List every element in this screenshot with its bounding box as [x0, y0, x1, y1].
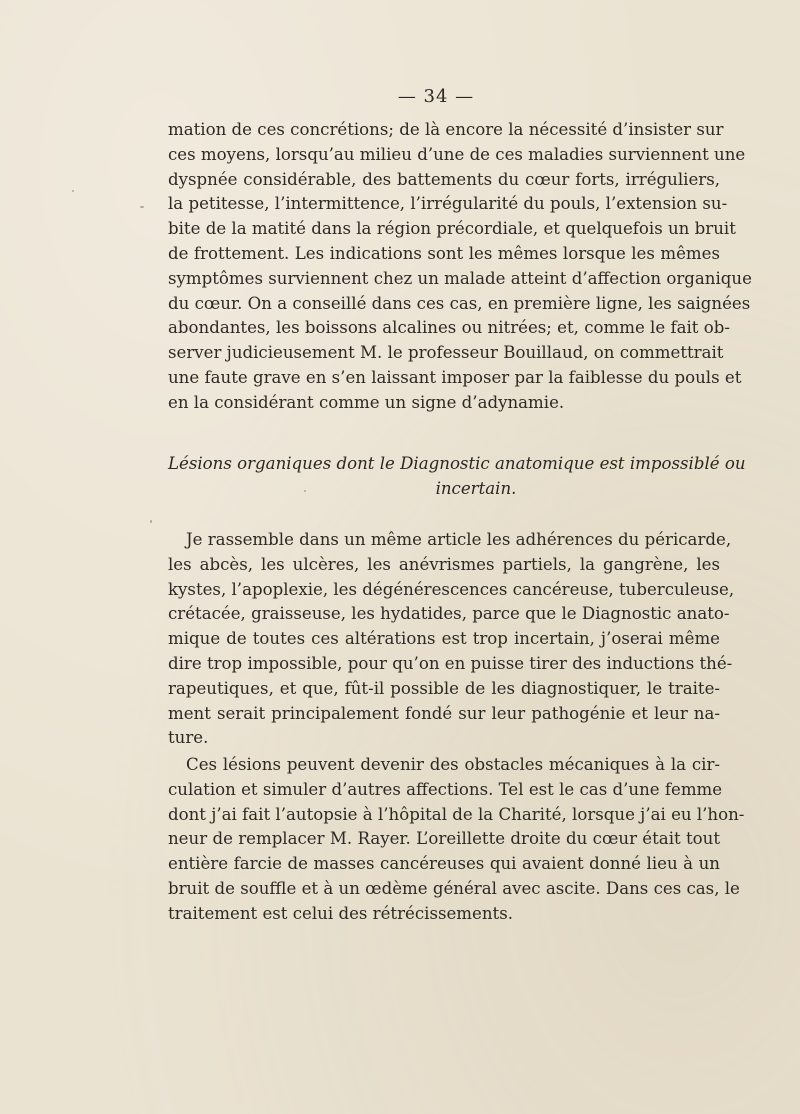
text-line: crétacée, graisseuse, les hydatides, parce que le Diagnostic anato- — [168, 604, 730, 624]
text-line: mique de toutes ces altérations est trop incertain, j’oserai même — [168, 629, 720, 649]
text-line: de frottement. Les indications sont les mêmes lorsque les mêmes — [168, 243, 720, 263]
text-line: ces moyens, lorsqu’au milieu d’une de ces maladies surviennent une — [168, 144, 746, 164]
text-line: Ces lésions peuvent devenir des obstacles mécaniques à la cir- — [186, 755, 720, 774]
section-heading — [168, 451, 746, 501]
paragraph-2 — [168, 528, 735, 751]
page-number: — 34 — — [397, 86, 475, 107]
text-line: dont j’ai fait l’autopsie à l’hôpital de la Charité, lorsque j’ai eu l’hon- — [168, 804, 745, 824]
text-line: ture. — [168, 728, 209, 748]
text-line: symptômes surviennent chez un malade atteint d’affection organique — [168, 268, 752, 288]
text-line: culation et simuler d’autres affections. Tel est le cas d’une femme — [168, 779, 723, 799]
section-heading-line-1: Lésions organiques dont le Diagnostic anatomique est impossiblé ou — [168, 454, 746, 473]
text-line: Je rassemble dans un même article les adhérences du péricarde, — [186, 530, 732, 549]
text-line: dire trop impossible, pour qu’on en puisse tirer des inductions thé- — [168, 653, 733, 673]
text-line: bite de la matité dans la région précordiale, et quelquefois un bruit — [168, 219, 736, 239]
text-line: une faute grave en s’en laissant imposer par la faiblesse du pouls et — [168, 367, 742, 387]
text-line: bruit de souffle et à un œdème général avec ascite. Dans ces cas, le — [168, 878, 740, 898]
text-line: server judicieusement M. le professeur Bouillaud, on commettrait — [168, 343, 724, 363]
text-line: ment serait principalement fondé sur leur pathogénie et leur na- — [168, 703, 720, 723]
text-line: abondantes, les boissons alcalines ou nitrées; et, comme le fait ob- — [168, 318, 730, 338]
text-line: rapeutiques, et que, fût-il possible de les diagnostiquer, le traite- — [168, 678, 720, 698]
paper-speck — [304, 490, 306, 492]
text-line: traitement est celui des rétrécissements. — [168, 903, 514, 923]
text-line: kystes, l’apoplexie, les dégénérescences cancéreuse, tuberculeuse, — [168, 579, 735, 599]
text-line: entière farcie de masses cancéreuses qui avaient donné lieu à un — [168, 854, 720, 874]
paper-speck — [72, 190, 74, 192]
paragraph-3 — [168, 753, 745, 927]
paragraph-1 — [168, 118, 752, 416]
paper-speck — [140, 206, 144, 208]
text-line: la petitesse, l’intermittence, l’irrégularité du pouls, l’extension su- — [168, 194, 728, 214]
section-heading-line-2: incertain. — [435, 479, 517, 498]
text-line: neur de remplacer M. Rayer. L’oreillette droite du cœur était tout — [168, 829, 720, 849]
text-line: dyspnée considérable, des battements du cœur forts, irréguliers, — [168, 169, 720, 189]
paper-speck — [150, 520, 152, 523]
text-line: mation de ces concrétions; de là encore la nécessité d’insister sur — [168, 120, 724, 139]
text-line: en la considérant comme un signe d’adynamie. — [168, 392, 565, 412]
text-line: les abcès, les ulcères, les anévrismes partiels, la gangrène, les — [168, 554, 720, 574]
text-line: du cœur. On a conseillé dans ces cas, en première ligne, les saignées — [168, 293, 751, 313]
